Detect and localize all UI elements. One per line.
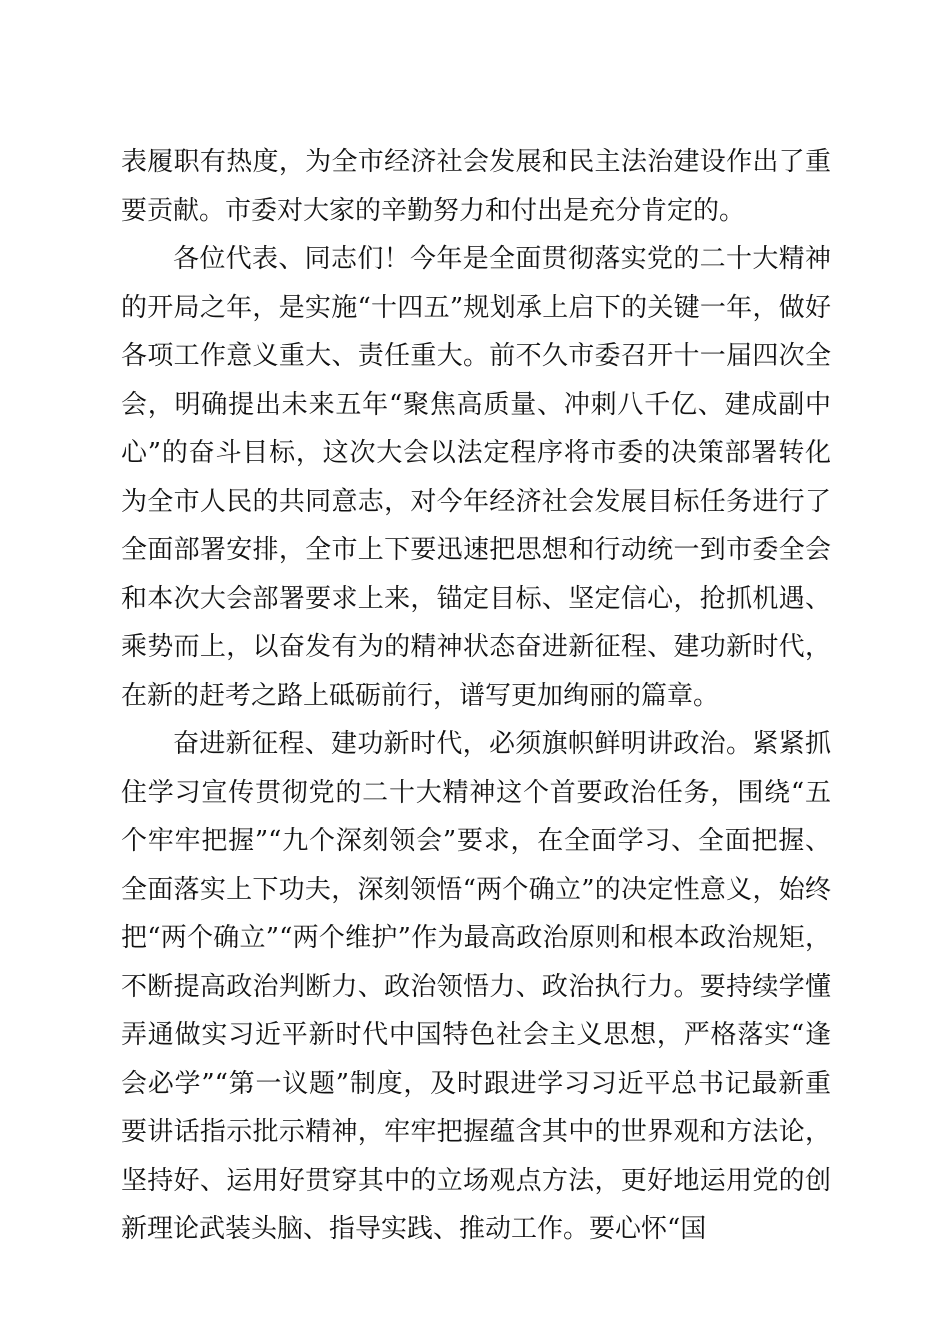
paragraph-greeting: 各位代表、同志们！今年是全面贯彻落实党的二十大精神的开局之年，是实施“十四五”规划承上启下的关键一年，做好各项工作意义重大、责任重大。前不久市委召开十一届四次全会，明确提出未来五年“聚焦高质量、冲刺八千亿、建成副中心”的奋斗目标，这次大会以法定程序将市委的决策部署转化为全市人民的共同意志，对今年经济社会发展目标任务进行了全面部署安排，全市上下要迅速把思想和行动统一到市委全会和本次大会部署要求上来，锚定目标、坚定信心，抢抓机遇、乘势而上，以奋发有为的精神状态奋进新征程、建功新时代，在新的赶考之路上砥砺前行，谱写更加绚丽的篇章。: [121, 244, 831, 711]
paragraph-continuation: 表履职有热度，为全市经济社会发展和民主法治建设作出了重要贡献。市委对大家的辛勤努力和付出是充分肯定的。: [121, 147, 831, 226]
paragraph-politics: 奋进新征程、建功新时代，必须旗帜鲜明讲政治。紧紧抓住学习宣传贯彻党的二十大精神这个首要政治任务，围绕“五个牢牢把握”“九个深刻领会”要求，在全面学习、全面把握、全面落实上下功夫，深刻领悟“两个确立”的决定性意义，始终把“两个确立”“两个维护”作为最高政治原则和根本政治规矩，不断提高政治判断力、政治领悟力、政治执行力。要持续学懂弄通做实习近平新时代中国特色社会主义思想，严格落实“逢会必学”“第一议题”制度，及时跟进学习习近平总书记最新重要讲话指示批示精神，牢牢把握蕴含其中的世界观和方法论，坚持好、运用好贯穿其中的立场观点方法，更好地运用党的创新理论武装头脑、指导实践、推动工作。要心怀“国: [121, 729, 831, 1244]
body-text: [121, 138, 831, 1254]
